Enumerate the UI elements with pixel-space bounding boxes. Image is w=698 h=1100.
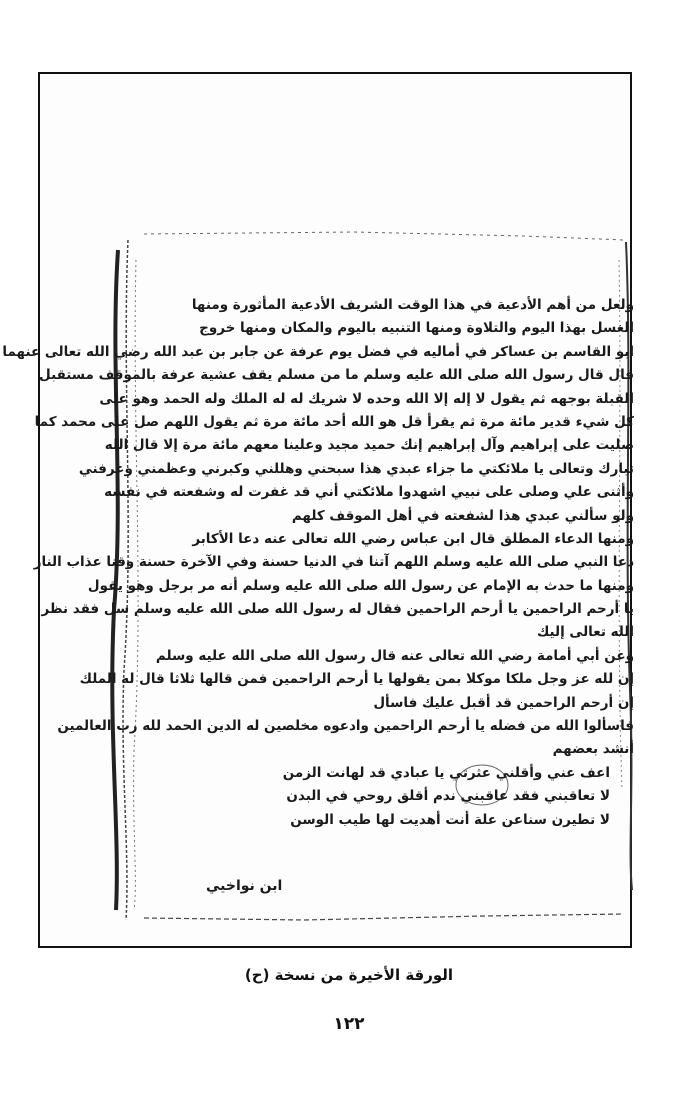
manuscript-leaf xyxy=(2,230,644,920)
manuscript-verse-2: لا تعاقبني فقد عاقبني ندم أقلق روحي في البدن xyxy=(286,788,610,805)
manuscript-text xyxy=(2,294,634,832)
manuscript-verse-1: اعف عني وأقلني عثرتي يا عبادي قد لهانت الزمن xyxy=(282,764,610,781)
manuscript-line-17: إن لله عز وجل ملكا موكلا بمن يقولها يا أرحم الراحمين فمن قالها ثلاثا قال له الملك xyxy=(79,671,634,688)
manuscript-line-5: القبلة بوجهه ثم يقول لا إله إلا الله وحده لا شريك له له الملك وله الحمد وهو على xyxy=(99,390,634,407)
manuscript-line-13: ومنها ما حدث به الإمام عن رسول الله صلى الله عليه وسلم أنه مر برجل وهو يقول xyxy=(87,577,634,594)
manuscript-line-11: ومنها الدعاء المطلق قال ابن عباس رضي الله تعالى عنه دعا الأكابر xyxy=(192,530,634,547)
manuscript-line-7: صليت على إبراهيم وآل إبراهيم إنك حميد مجيد وعلينا معهم مائة مرة إلا قال الله xyxy=(104,437,634,454)
facsimile-plate xyxy=(2,72,634,948)
manuscript-line-12: دعا النبي صلى الله عليه وسلم اللهم آتنا في الدنيا حسنة وفي الآخرة حسنة وقنا عذاب النار xyxy=(33,554,634,571)
manuscript-line-6: كل شيء قدير مائة مرة ثم يقرأ قل هو الله أحد مائة مرة ثم يقول اللهم صل على محمد كما xyxy=(34,413,634,430)
manuscript-line-2: الغسل بهذا اليوم والتلاوة ومنها التنبيه باليوم والمكان ومنها خروج xyxy=(199,320,634,337)
manuscript-signature: ابن نواخيي xyxy=(206,878,283,894)
page-number: ١٢٢ xyxy=(333,1014,365,1034)
manuscript-line-10: ولو سألني عبدي هذا لشفعته في أهل الموقف كلهم xyxy=(291,507,634,524)
manuscript-verse-3: لا تطيرن سناعن علة أنت أهديت لها طيب الوسن xyxy=(290,811,610,828)
manuscript-line-14: يا أرحم الراحمين يا أرحم الراحمين فقال له رسول الله صلى الله عليه وسلم سل فقد نظر xyxy=(41,601,634,618)
figure-caption: الورقة الأخيرة من نسخة (ح) xyxy=(244,966,454,984)
manuscript-line-3: ابو القاسم بن عساكر في أماليه في فضل يوم عرفة عن جابر بن عبد الله رضي الله تعالى عنهما xyxy=(2,343,634,360)
manuscript-line-20: أنشد بعضهم xyxy=(552,741,634,758)
manuscript-line-8: تبارك وتعالى يا ملائكتي ما جزاء عبدي هذا سبحني وهللني وكبرني وعظمني وعرفني xyxy=(78,460,634,477)
manuscript-line-9: وأثنى علي وصلى على نبيي اشهدوا ملائكتي أني قد غفرت له وشفعته في نفسه xyxy=(104,484,634,501)
manuscript-line-19: فاسألوا الله من فضله يا أرحم الراحمين وادعوه مخلصين له الدين الحمد لله رب العالمين xyxy=(57,718,634,735)
manuscript-line-1: ولعل من أهم الأدعية في هذا الوقت الشريف الأدعية المأثورة ومنها xyxy=(191,297,634,313)
manuscript-line-18: إن أرحم الراحمين قد أقبل عليك فاسأل xyxy=(373,694,634,711)
manuscript-line-16: وعن أبي أمامة رضي الله تعالى عنه قال رسول الله صلى الله عليه وسلم xyxy=(155,647,634,664)
manuscript-line-15: الله تعالى إليك xyxy=(536,624,634,641)
manuscript-line-4: قال قال رسول الله صلى الله عليه وسلم ما من مسلم يقف عشية عرفة بالموقف مستقبل xyxy=(39,367,634,384)
